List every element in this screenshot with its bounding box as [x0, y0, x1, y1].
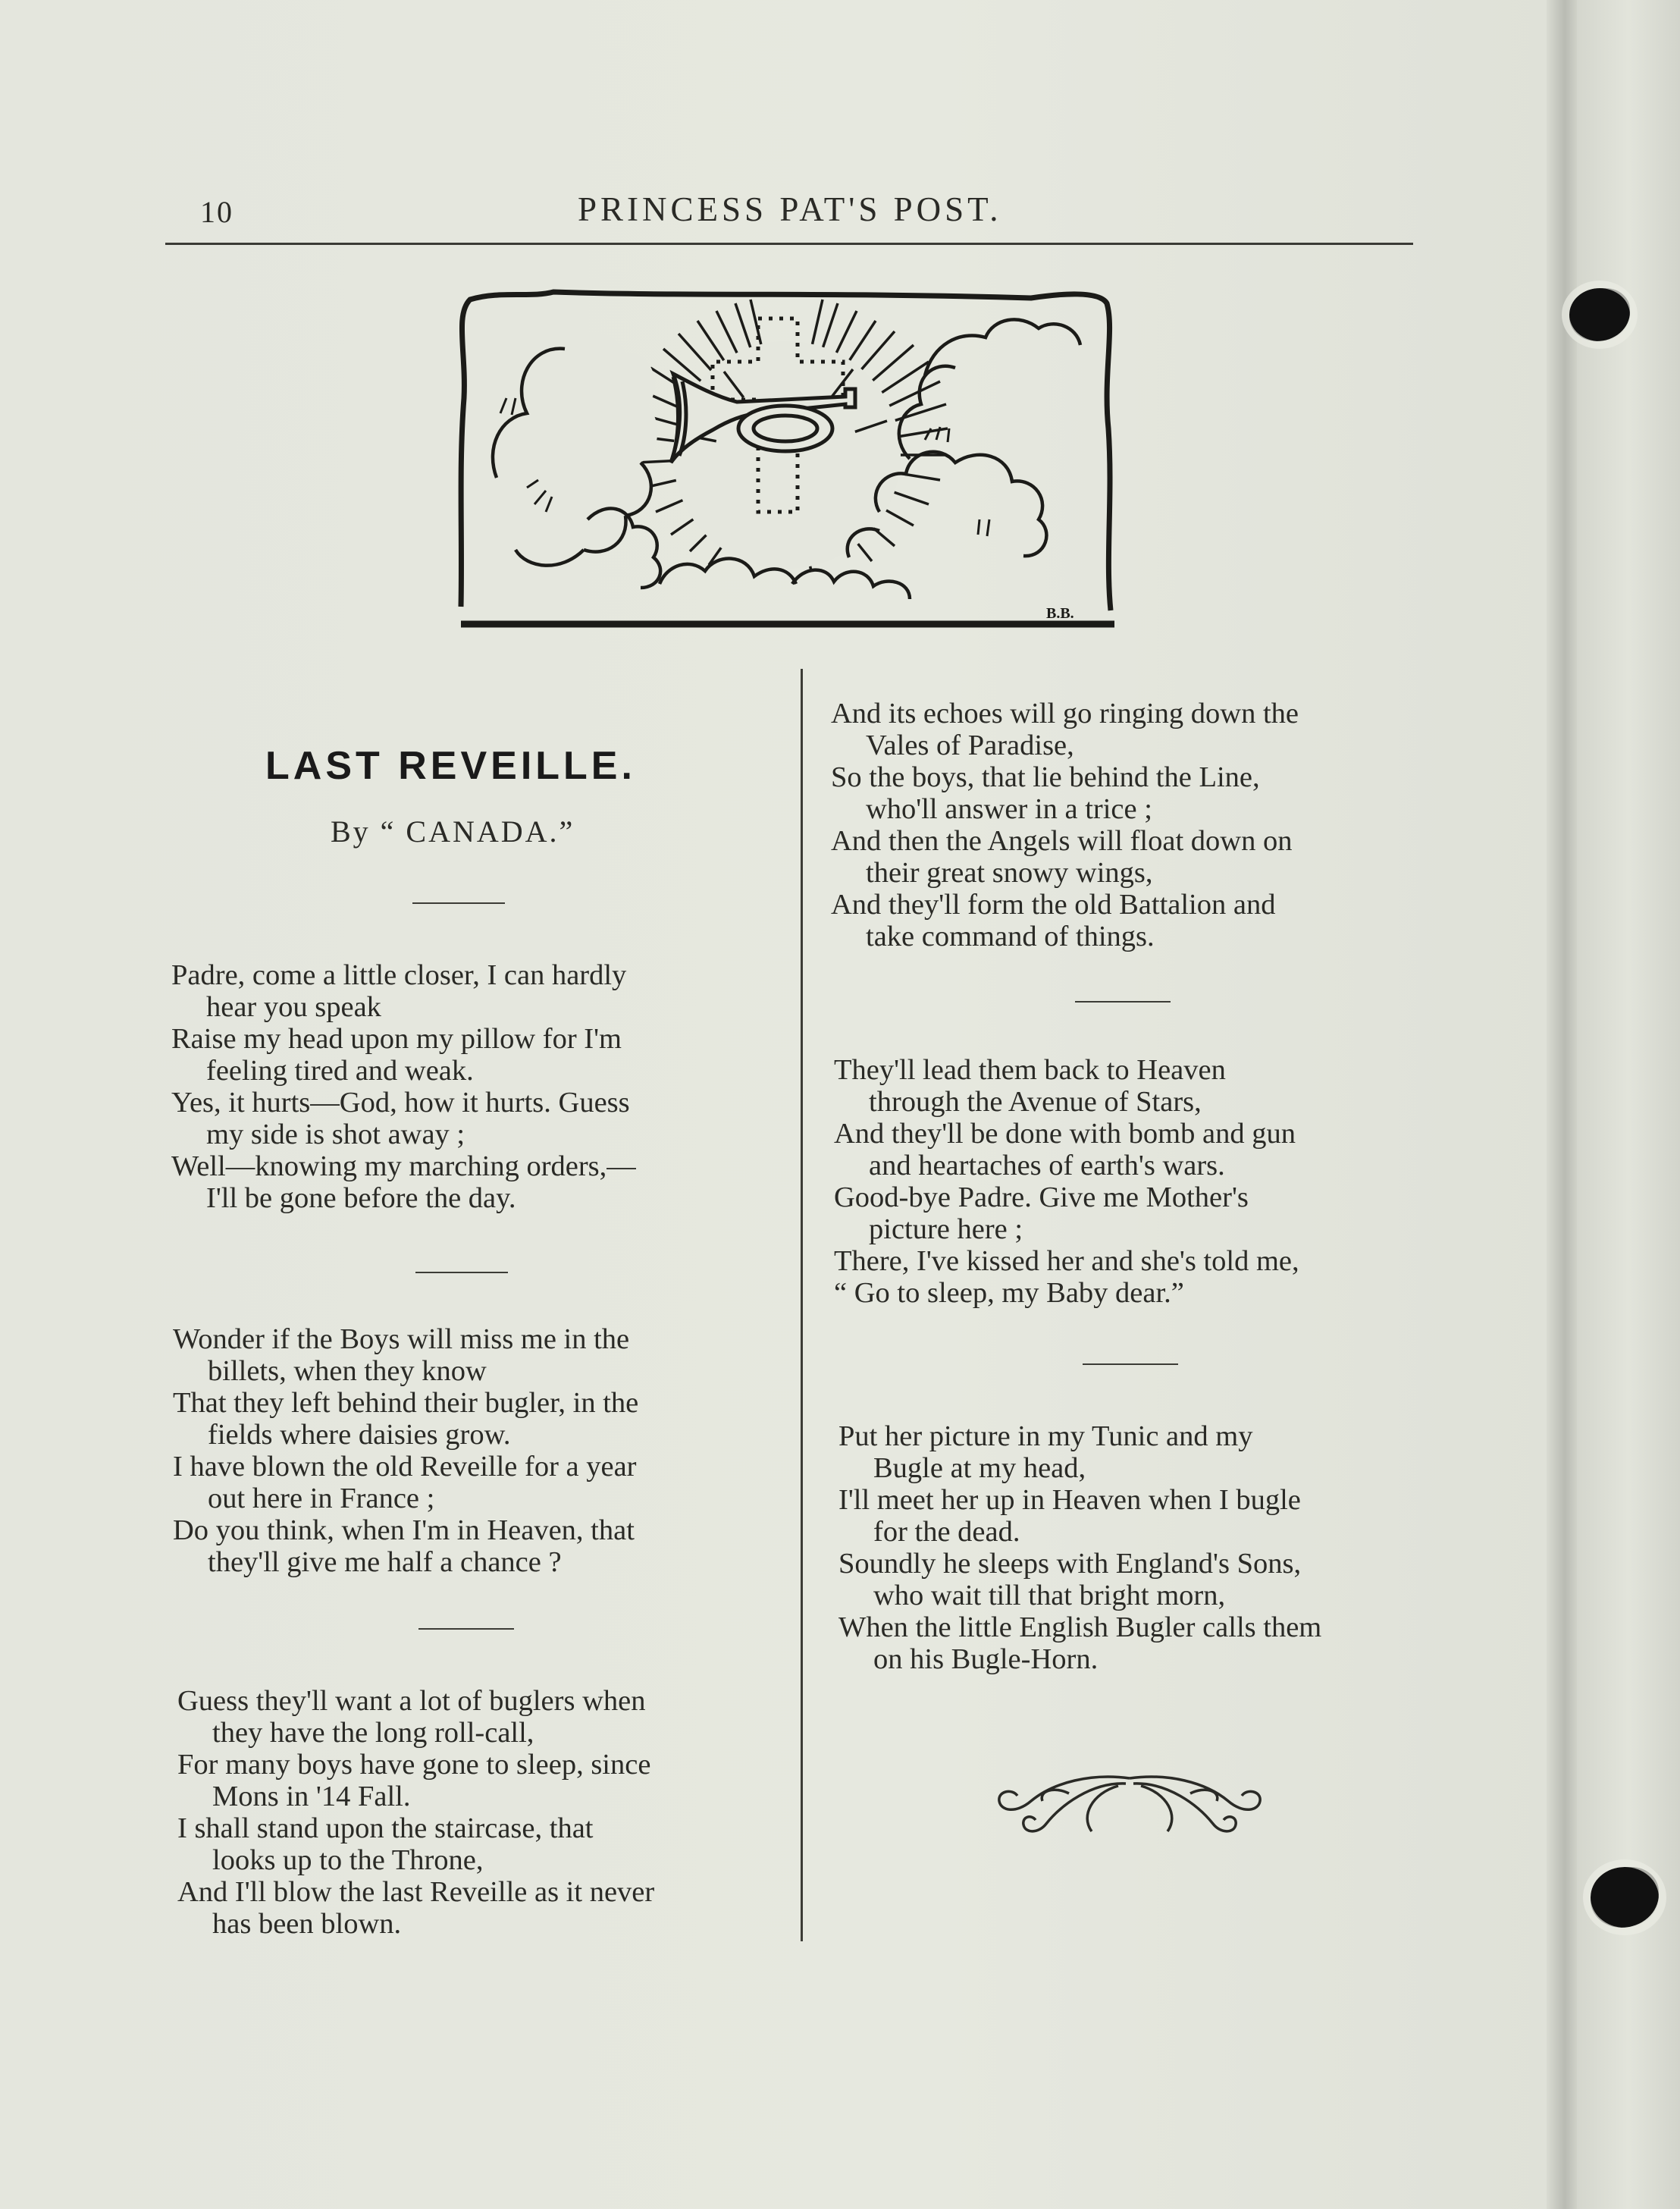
stanza-4 [831, 698, 1299, 952]
poem-byline: By “ CANADA.” [331, 814, 575, 849]
poem-line: And they'll form the old Battalion and [831, 889, 1276, 921]
poem-line: for the dead. [873, 1516, 1020, 1548]
poem-line: I have blown the old Reveille for a year [173, 1451, 637, 1483]
poem-line: feeling tired and weak. [206, 1055, 474, 1087]
poem-line: That they left behind their bugler, in the [173, 1387, 639, 1419]
stanza-1 [171, 959, 636, 1214]
artist-signature: B.B. [1046, 605, 1074, 622]
poem-line: And they'll be done with bomb and gun [834, 1118, 1296, 1150]
poem-line: Guess they'll want a lot of buglers when [177, 1685, 646, 1717]
poem-line: Raise my head upon my pillow for I'm [171, 1023, 622, 1055]
poem-line: my side is shot away ; [206, 1119, 465, 1150]
poem-line: Bugle at my head, [873, 1452, 1086, 1484]
poem-line: Yes, it hurts—God, how it hurts. Guess [171, 1087, 630, 1119]
stanza-6 [838, 1420, 1321, 1675]
section-rule [412, 902, 505, 904]
poem-line: their great snowy wings, [866, 857, 1153, 889]
poem-line: So the boys, that lie behind the Line, [831, 761, 1260, 793]
poem-line: they have the long roll-call, [212, 1717, 534, 1749]
poem-line: and heartaches of earth's wars. [869, 1150, 1225, 1181]
poem-line: I'll be gone before the day. [206, 1182, 516, 1214]
poem-line: take command of things. [866, 921, 1155, 952]
poem-line: When the little English Bugler calls them [838, 1611, 1322, 1643]
poem-line: picture here ; [869, 1213, 1023, 1245]
poem-line: Good-bye Padre. Give me Mother's [834, 1181, 1249, 1213]
stanza-5 [834, 1054, 1299, 1309]
poem-line: They'll lead them back to Heaven [834, 1054, 1226, 1086]
poem-line: And its echoes will go ringing down the [831, 698, 1299, 730]
page-number: 10 [200, 195, 234, 229]
poem-line: I shall stand upon the staircase, that [177, 1812, 594, 1844]
punch-hole-top [1569, 288, 1630, 341]
page-header [165, 179, 1413, 247]
poem-line: looks up to the Throne, [212, 1844, 484, 1876]
poem-line: has been blown. [212, 1908, 402, 1940]
poem-line: For many boys have gone to sleep, since [177, 1749, 651, 1781]
poem-line: And then the Angels will float down on [831, 825, 1293, 857]
poem-title: LAST REVEILLE. [265, 744, 636, 788]
poem-line: billets, when they know [208, 1355, 487, 1387]
header-rule [165, 243, 1413, 245]
poem-line: hear you speak [206, 991, 381, 1023]
poem-line: Do you think, when I'm in Heaven, that [173, 1514, 635, 1546]
poem-line: Soundly he sleeps with England's Sons, [838, 1548, 1302, 1580]
poem-line: Mons in '14 Fall. [212, 1781, 411, 1812]
bugle-cross-illustration [455, 284, 1119, 633]
poem-line: through the Avenue of Stars, [869, 1086, 1202, 1118]
stanza-divider [415, 1272, 508, 1273]
stanza-divider [1083, 1363, 1178, 1365]
punch-hole-bottom [1591, 1867, 1659, 1928]
poem-line: fields where daisies grow. [208, 1419, 511, 1451]
stanza-divider [1075, 1001, 1171, 1003]
poem-line: Well—knowing my marching orders,— [171, 1150, 636, 1182]
poem-line: And I'll blow the last Reveille as it never [177, 1876, 655, 1908]
poem-line: who'll answer in a trice ; [866, 793, 1152, 825]
stanza-divider [418, 1628, 514, 1630]
poem-line: “ Go to sleep, my Baby dear.” [834, 1277, 1184, 1309]
poem-line: Padre, come a little closer, I can hardly [171, 959, 627, 991]
poem-line: Wonder if the Boys will miss me in the [173, 1323, 630, 1355]
poem-line: they'll give me half a chance ? [208, 1546, 562, 1578]
poem-line: out here in France ; [208, 1483, 435, 1514]
poem-line: There, I've kissed her and she's told me, [834, 1245, 1299, 1277]
scroll-flourish-icon [978, 1759, 1281, 1843]
stanza-2 [173, 1323, 638, 1578]
stanza-3 [177, 1685, 654, 1940]
poem-line: on his Bugle-Horn. [873, 1643, 1099, 1675]
poem-line: Vales of Paradise, [866, 730, 1074, 761]
poem-line: Put her picture in my Tunic and my [838, 1420, 1253, 1452]
poem-line: I'll meet her up in Heaven when I bugle [838, 1484, 1301, 1516]
poem-line: who wait till that bright morn, [873, 1580, 1226, 1611]
column-divider [801, 669, 803, 1941]
running-title: PRINCESS PAT'S POST. [578, 190, 1002, 228]
